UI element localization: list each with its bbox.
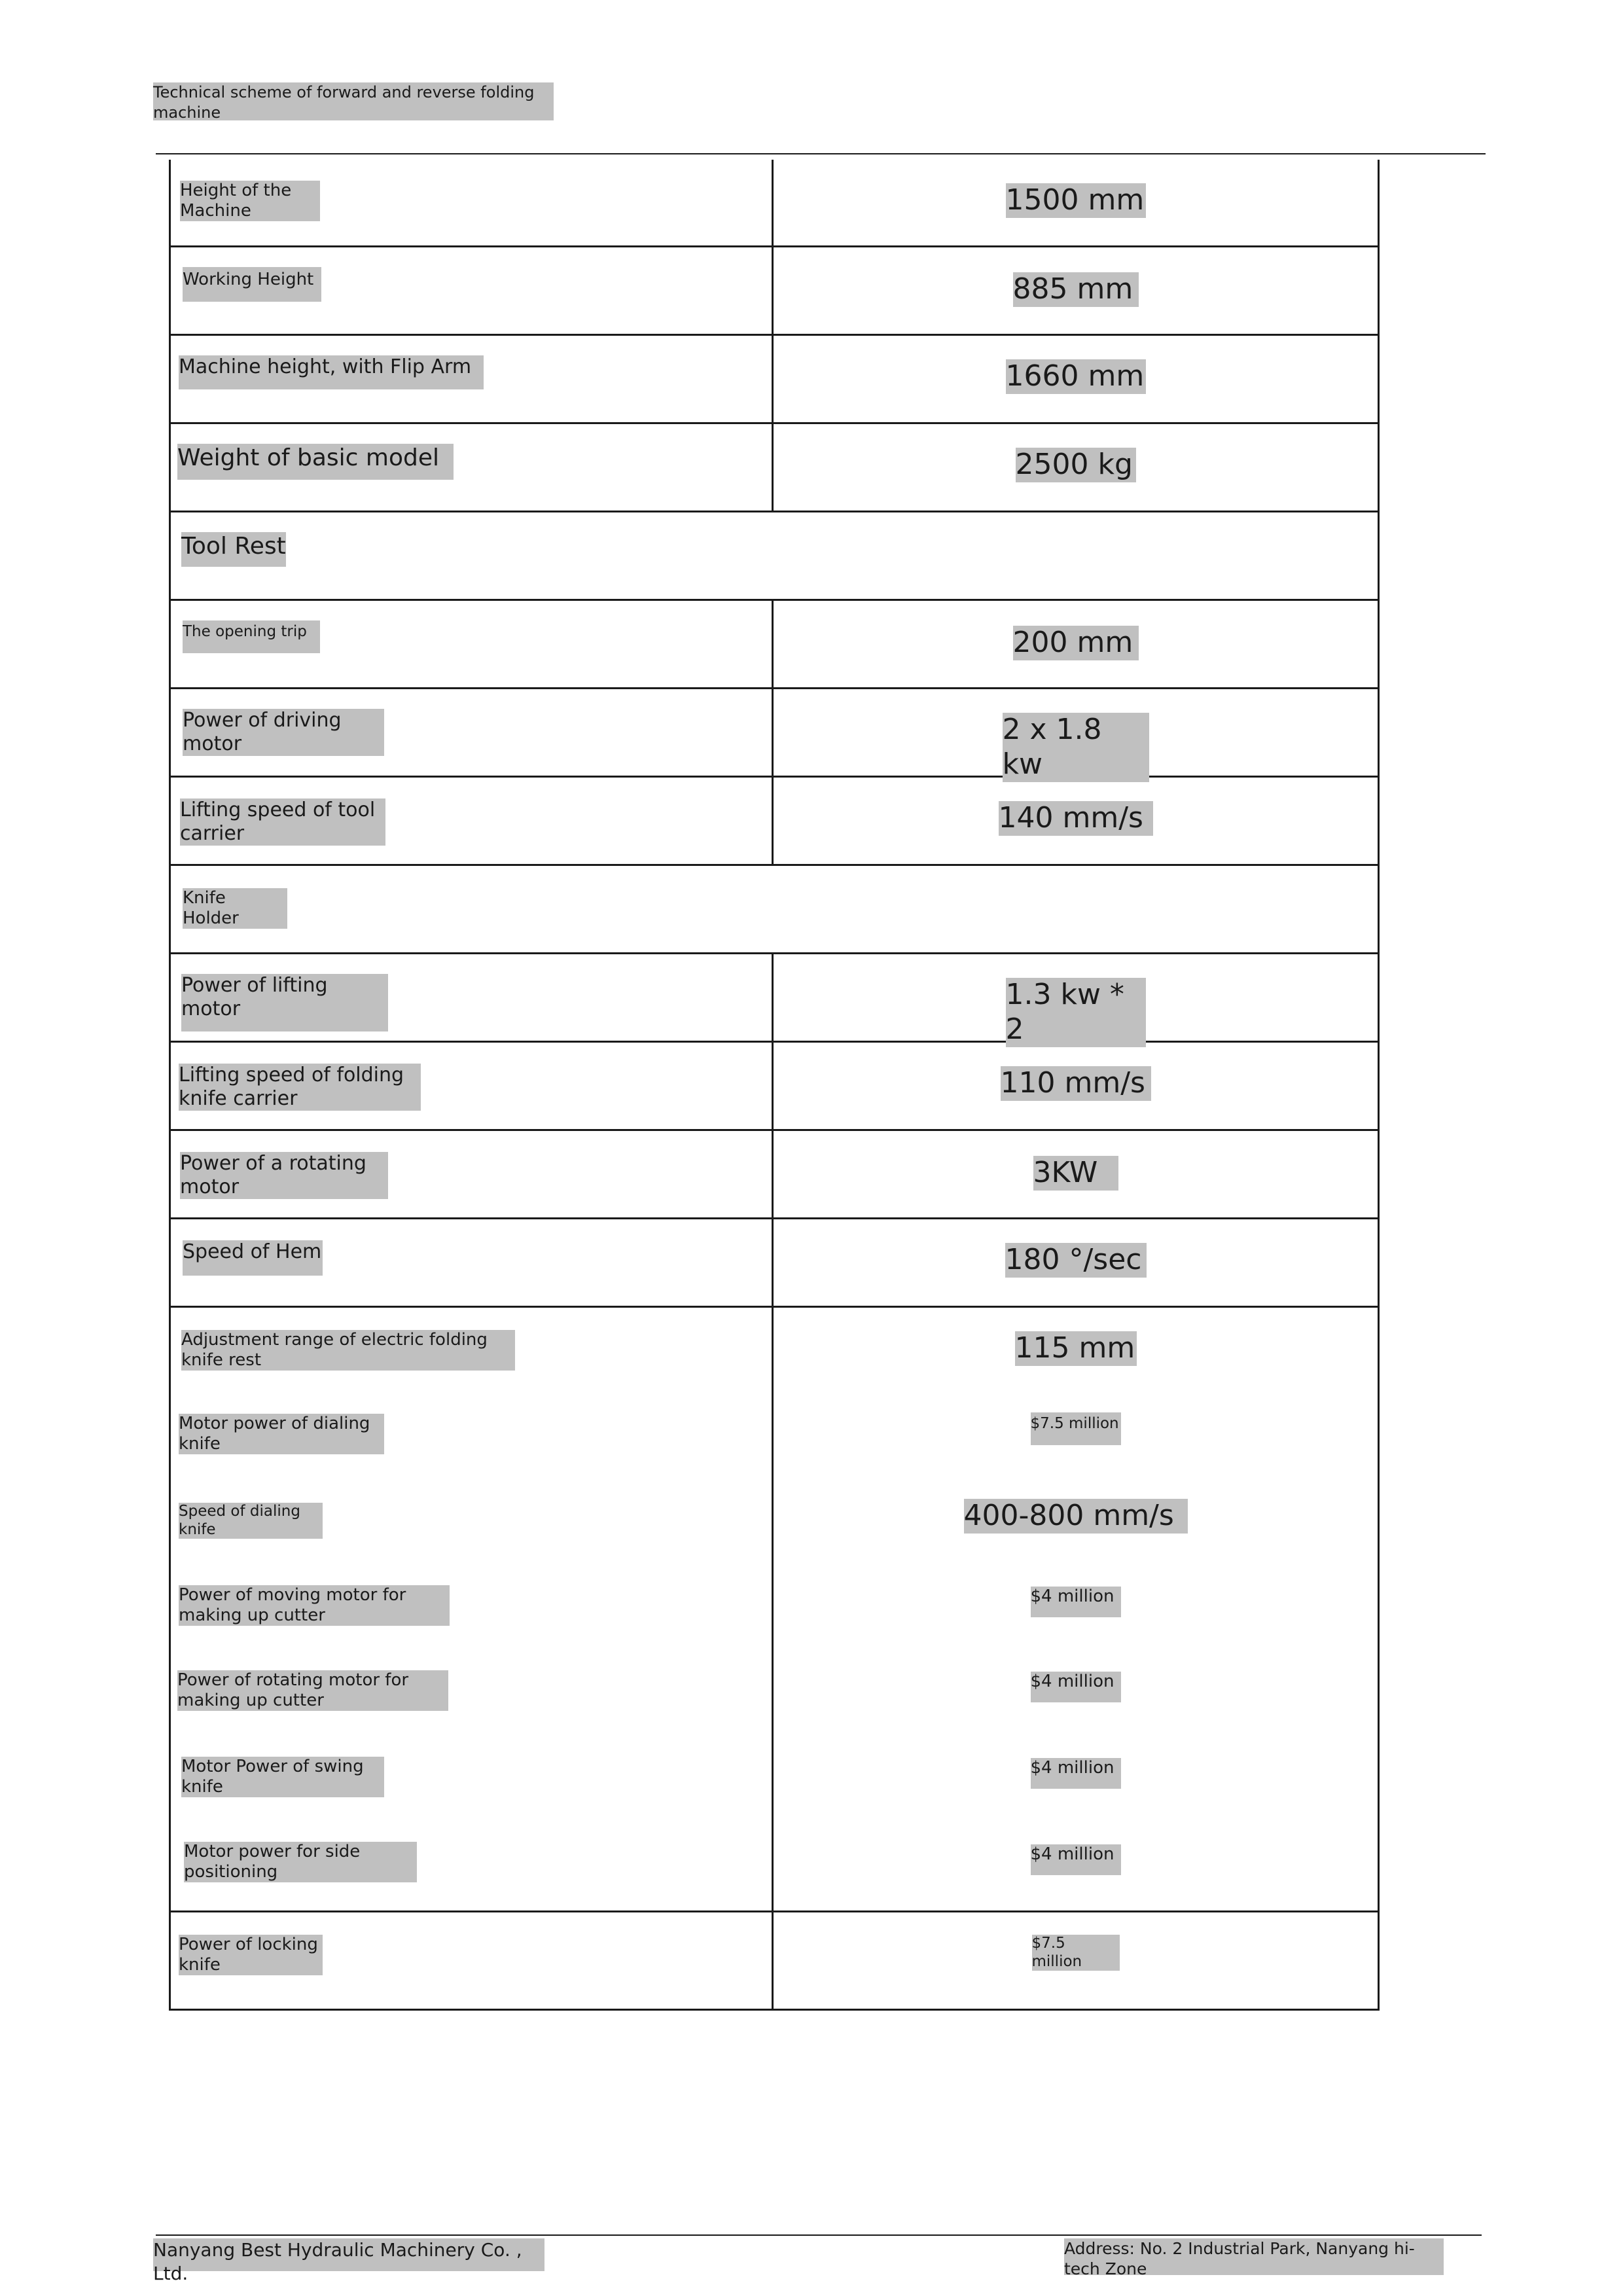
table-row xyxy=(171,247,1378,336)
section-row-tool-rest xyxy=(171,512,1378,601)
table-row xyxy=(171,601,1378,689)
spec-label: Power of lifting motor xyxy=(181,974,388,1031)
table-row-group xyxy=(171,1308,1378,1912)
spec-value: 2 x 1.8 kw xyxy=(1003,713,1149,782)
table-row xyxy=(171,336,1378,424)
spec-value: 140 mm/s xyxy=(999,801,1153,836)
spec-label: Speed of Hem xyxy=(183,1240,323,1276)
spec-label: Power of a rotating motor xyxy=(180,1152,388,1199)
spec-label: Power of moving motor for making up cutter xyxy=(179,1585,450,1626)
spec-value: 115 mm xyxy=(1015,1331,1137,1366)
table-row xyxy=(171,1912,1378,2011)
specification-table xyxy=(169,160,1380,2011)
section-heading: Tool Rest xyxy=(181,532,286,567)
table-row xyxy=(171,954,1378,1046)
spec-label: Adjustment range of electric folding knife rest xyxy=(181,1330,515,1371)
table-row xyxy=(171,778,1378,866)
group-item xyxy=(171,1564,1378,1649)
document-header-title: Technical scheme of forward and reverse folding machine xyxy=(153,82,554,120)
header-divider xyxy=(156,153,1486,154)
spec-label: Motor power of dialing knife xyxy=(179,1414,384,1454)
footer-divider xyxy=(156,2234,1482,2236)
group-item xyxy=(171,1736,1378,1821)
spec-value: 1660 mm xyxy=(1006,359,1146,394)
table-row xyxy=(171,1219,1378,1308)
spec-label: Motor power for side positioning xyxy=(184,1842,417,1882)
spec-value: 2500 kg xyxy=(1016,448,1136,482)
spec-label: Speed of dialing knife xyxy=(179,1503,323,1539)
spec-label: Working Height xyxy=(183,267,321,302)
spec-label: The opening trip xyxy=(183,620,320,653)
spec-label: Motor Power of swing knife xyxy=(181,1757,384,1797)
spec-value: 110 mm/s xyxy=(1001,1066,1151,1101)
spec-value: 180 °/sec xyxy=(1005,1243,1147,1278)
spec-label: Power of driving motor xyxy=(183,709,384,756)
section-row-knife-holder xyxy=(171,866,1378,954)
spec-value: $4 million xyxy=(1031,1587,1121,1617)
spec-value: $4 million xyxy=(1031,1758,1121,1789)
table-row xyxy=(171,160,1378,247)
spec-label: Power of locking knife xyxy=(179,1935,323,1975)
spec-value: 3KW xyxy=(1033,1156,1118,1191)
spec-label: Lifting speed of tool carrier xyxy=(180,798,385,846)
spec-value: 1.3 kw * 2 xyxy=(1006,978,1146,1047)
spec-value: $4 million xyxy=(1031,1672,1121,1702)
spec-label: Power of rotating motor for making up cutter xyxy=(177,1670,448,1711)
spec-value: $7.5 million xyxy=(1031,1412,1121,1445)
spec-value: 1500 mm xyxy=(1006,183,1146,218)
group-item xyxy=(171,1649,1378,1734)
spec-value: 200 mm xyxy=(1013,626,1139,660)
spec-label: Height of the Machine xyxy=(180,181,320,221)
table-row xyxy=(171,1131,1378,1219)
spec-value: 400-800 mm/s xyxy=(964,1499,1188,1534)
spec-value: 885 mm xyxy=(1013,272,1139,307)
footer-address: Address: No. 2 Industrial Park, Nanyang hi-tech Zone xyxy=(1064,2238,1444,2275)
spec-label: Machine height, with Flip Arm xyxy=(179,355,484,389)
spec-label: Weight of basic model xyxy=(177,444,454,480)
footer-company-name: Nanyang Best Hydraulic Machinery Co. , Ltd. xyxy=(153,2238,544,2271)
spec-value: $4 million xyxy=(1031,1844,1121,1875)
group-item xyxy=(171,1479,1378,1564)
table-row xyxy=(171,424,1378,512)
group-item xyxy=(171,1822,1378,1907)
section-heading: Knife Holder xyxy=(183,888,287,929)
group-item xyxy=(171,1308,1378,1393)
spec-label: Lifting speed of folding knife carrier xyxy=(179,1064,421,1111)
spec-value: $7.5 million xyxy=(1032,1935,1120,1971)
group-item xyxy=(171,1393,1378,1478)
table-row xyxy=(171,689,1378,781)
table-row xyxy=(171,1043,1378,1131)
